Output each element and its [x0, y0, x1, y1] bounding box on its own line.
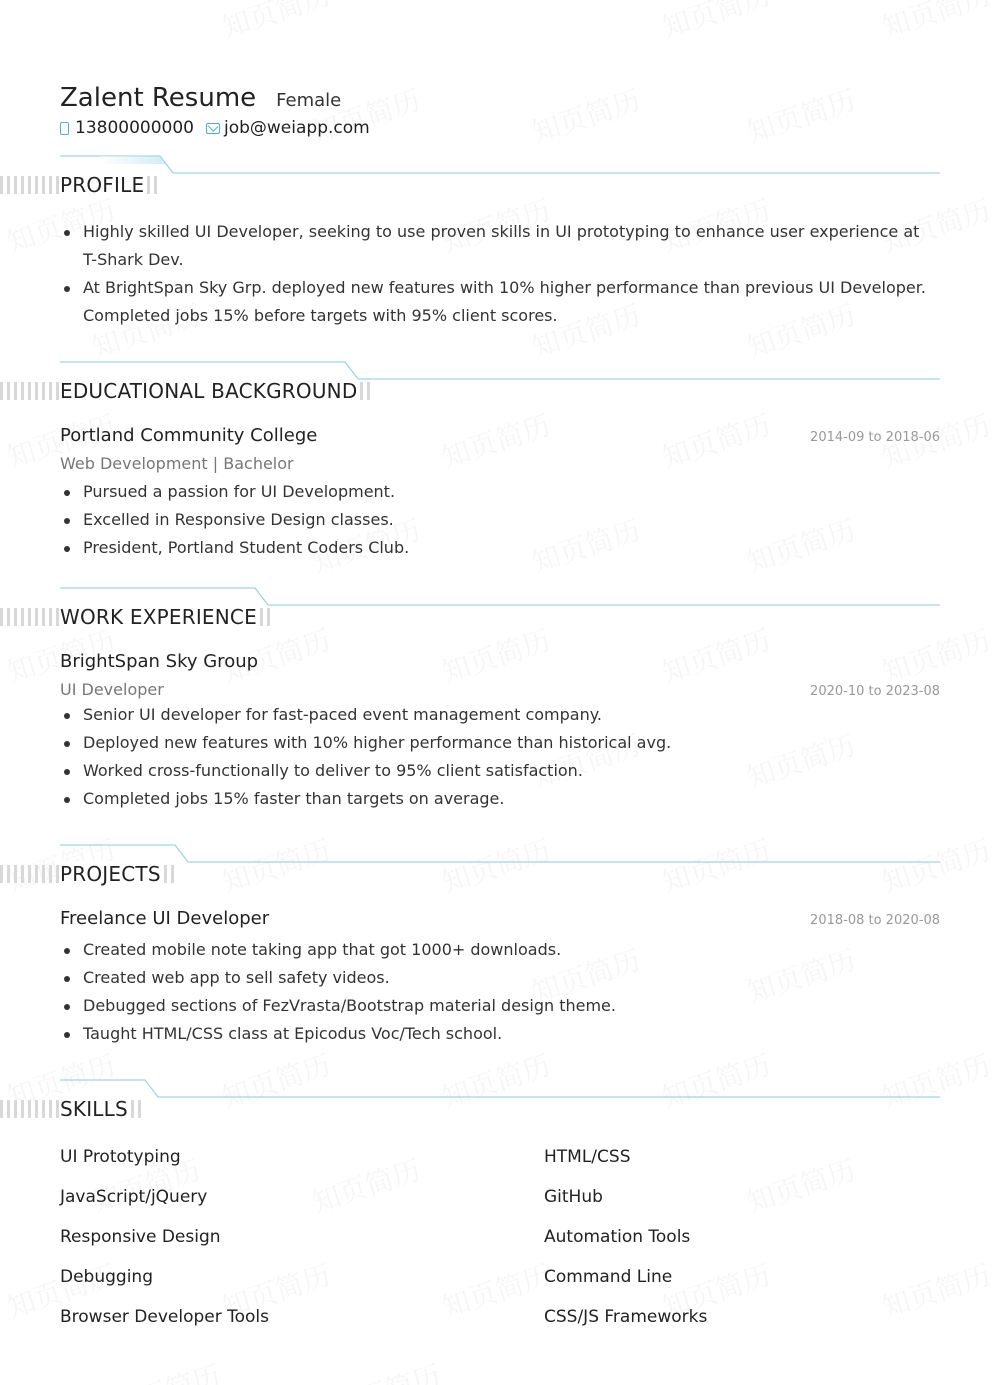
stripe-decoration [164, 865, 174, 883]
stripe-decoration [260, 608, 270, 626]
stripe-decoration [0, 865, 60, 883]
section-divider [60, 1079, 940, 1099]
watermark [657, 829, 776, 902]
list-item: Excelled in Responsive Design classes. [60, 506, 930, 534]
name-row [60, 80, 940, 116]
stripe-decoration [0, 608, 60, 626]
education-list [60, 478, 930, 562]
school-name: Portland Community College [60, 425, 318, 446]
work-list [60, 701, 930, 813]
stripe-decoration [131, 1100, 141, 1118]
watermark [217, 0, 336, 46]
skill-item: UI Prototyping [60, 1147, 181, 1167]
section-divider [60, 844, 940, 864]
candidate-gender: Female [276, 90, 342, 111]
email-contact [206, 118, 370, 138]
skill-item: GitHub [544, 1187, 603, 1207]
list-item: Created mobile note taking app that got 1000+ downloads. [60, 936, 930, 964]
phone-icon [60, 122, 69, 135]
stripe-decoration [360, 382, 370, 400]
section-title: WORK EXPERIENCE [60, 605, 257, 629]
job-role: UI Developer [60, 680, 164, 699]
skill-item: HTML/CSS [544, 1147, 631, 1167]
work-role-row [60, 680, 940, 699]
skill-item: Automation Tools [544, 1227, 691, 1247]
watermark [217, 829, 336, 902]
list-item: Deployed new features with 10% higher performance than historical avg. [60, 729, 930, 757]
list-item: President, Portland Student Coders Club. [60, 534, 930, 562]
list-item: Pursued a passion for UI Development. [60, 478, 930, 506]
section-title: SKILLS [60, 1097, 128, 1121]
stripe-decoration [0, 1100, 60, 1118]
stripe-decoration [0, 176, 60, 194]
watermark [657, 0, 776, 46]
skill-item: CSS/JS Frameworks [544, 1307, 708, 1327]
watermark [437, 829, 556, 902]
work-entry-header [60, 651, 940, 672]
education-entry-header [60, 425, 940, 446]
watermark [327, 1354, 446, 1385]
list-item: Taught HTML/CSS class at Epicodus Voc/Tech school. [60, 1020, 930, 1048]
skill-item: Command Line [544, 1267, 673, 1287]
list-item: Highly skilled UI Developer, seeking to use proven skills in UI prototyping to enhance user experience at T-Shark Dev. [60, 218, 930, 274]
work-date: 2020-10 to 2023-08 [810, 684, 940, 699]
contact-row [60, 118, 940, 138]
phone-contact [60, 118, 194, 138]
list-item: Debugged sections of FezVrasta/Bootstrap material design theme. [60, 992, 930, 1020]
mail-icon [206, 123, 220, 134]
list-item: Worked cross-functionally to deliver to 95% client satisfaction. [60, 757, 930, 785]
skills-heading [0, 1096, 141, 1122]
list-item: Completed jobs 15% faster than targets on average. [60, 785, 930, 813]
section-title: EDUCATIONAL BACKGROUND [60, 379, 358, 403]
watermark [877, 829, 996, 902]
profile-list [60, 218, 930, 330]
skill-item: JavaScript/jQuery [60, 1187, 208, 1207]
stripe-decoration [0, 382, 60, 400]
candidate-name: Zalent Resume [60, 83, 257, 113]
education-heading [0, 378, 370, 404]
resume-header [60, 80, 940, 138]
list-item: Created web app to sell safety videos. [60, 964, 930, 992]
project-list [60, 936, 930, 1048]
skill-item: Browser Developer Tools [60, 1307, 270, 1327]
company-name: BrightSpan Sky Group [60, 651, 259, 672]
work-heading [0, 604, 270, 630]
email-address: job@weiapp.com [223, 118, 370, 138]
skill-item: Debugging [60, 1267, 153, 1287]
section-title: PROJECTS [60, 862, 161, 886]
education-degree: Web Development | Bachelor [60, 454, 294, 473]
profile-heading [0, 172, 157, 198]
phone-number: 13800000000 [75, 118, 194, 138]
list-item: At BrightSpan Sky Grp. deployed new features with 10% higher performance than previous UI Developer. Completed jobs 15% before targets with 95% client scores. [60, 274, 930, 330]
watermark [107, 1354, 226, 1385]
projects-heading [0, 861, 174, 887]
section-divider [60, 155, 940, 175]
skills-grid [60, 1137, 940, 1337]
project-entry-header [60, 908, 940, 929]
list-item: Senior UI developer for fast-paced event management company. [60, 701, 930, 729]
section-title: PROFILE [60, 173, 145, 197]
watermark [877, 0, 996, 46]
stripe-decoration [147, 176, 157, 194]
skill-item: Responsive Design [60, 1227, 221, 1247]
education-date: 2014-09 to 2018-06 [810, 430, 940, 445]
project-name: Freelance UI Developer [60, 908, 270, 929]
project-date: 2018-08 to 2020-08 [810, 913, 940, 928]
